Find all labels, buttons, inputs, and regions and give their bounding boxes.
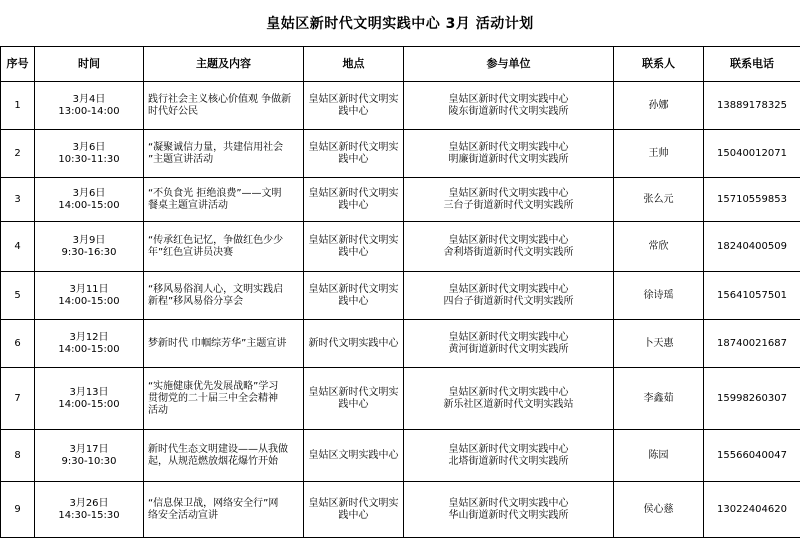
cell-location[interactable] bbox=[304, 272, 404, 320]
cell-org-line: 皇姑区新时代文明实践中心 bbox=[448, 386, 569, 398]
cell-location-line: 践中心 bbox=[338, 509, 369, 521]
cell-location[interactable] bbox=[304, 430, 404, 482]
cell-org-line: 四台子街道新时代文明实践所 bbox=[443, 295, 574, 307]
cell-phone[interactable] bbox=[704, 82, 800, 130]
cell-time[interactable] bbox=[35, 130, 144, 178]
cell-contact-line: 孙娜 bbox=[648, 99, 669, 111]
cell-time-line: 3月9日 bbox=[72, 234, 106, 246]
cell-topic-line: “凝聚诚信力量，共建信用社会 bbox=[148, 141, 284, 153]
cell-topic-line: ”主题宣讲活动 bbox=[148, 153, 214, 165]
table-row bbox=[1, 222, 800, 272]
cell-seq-line: 3 bbox=[14, 193, 21, 205]
cell-contact-line: 卜天惠 bbox=[643, 337, 674, 349]
cell-topic-line: 络安全活动宣讲 bbox=[148, 509, 218, 521]
cell-location[interactable] bbox=[304, 130, 404, 178]
cell-contact-line: 王帅 bbox=[648, 147, 669, 159]
cell-org-line: 北塔街道新时代文明实践所 bbox=[448, 455, 569, 467]
cell-org-line: 皇姑区新时代文明实践中心 bbox=[448, 187, 569, 199]
cell-org-line: 华山街道新时代文明实践所 bbox=[448, 509, 569, 521]
cell-seq-line: 5 bbox=[14, 289, 21, 301]
cell-phone-line: 15641057501 bbox=[717, 289, 787, 301]
cell-location[interactable] bbox=[304, 82, 404, 130]
cell-phone[interactable] bbox=[704, 178, 800, 222]
cell-org-line: 皇姑区新时代文明实践中心 bbox=[448, 283, 569, 295]
cell-org[interactable] bbox=[404, 482, 614, 538]
cell-topic-line: 起，从规范燃放烟花爆竹开始 bbox=[148, 455, 278, 467]
cell-seq[interactable] bbox=[1, 482, 35, 538]
header-location[interactable]: 地点 bbox=[304, 47, 404, 82]
cell-org-line: 皇姑区新时代文明实践中心 bbox=[448, 93, 569, 105]
cell-contact[interactable] bbox=[614, 222, 704, 272]
cell-org-line: 皇姑区新时代文明实践中心 bbox=[448, 141, 569, 153]
cell-topic-line: “不负食光 拒绝浪费”——文明 bbox=[148, 187, 282, 199]
cell-time-line: 3月4日 bbox=[72, 93, 106, 105]
cell-location-line: 皇姑区新时代文明实 bbox=[308, 187, 399, 199]
cell-location-line: 皇姑区新时代文明实 bbox=[308, 141, 399, 153]
cell-location[interactable] bbox=[304, 178, 404, 222]
cell-location-line: 皇姑区文明实践中心 bbox=[308, 449, 399, 461]
cell-topic-line: “信息保卫战，网络安全行”网 bbox=[148, 497, 279, 509]
cell-time-line: 3月6日 bbox=[72, 141, 106, 153]
cell-topic-line: “移风易俗润人心，文明实践启 bbox=[148, 283, 284, 295]
cell-time[interactable] bbox=[35, 222, 144, 272]
table-row bbox=[1, 368, 800, 430]
cell-contact-line: 张么元 bbox=[643, 193, 674, 205]
cell-topic-line: “实施健康优先发展战略”学习 bbox=[148, 380, 279, 392]
table-row bbox=[1, 178, 800, 222]
cell-location-line: 践中心 bbox=[338, 105, 369, 117]
cell-seq[interactable] bbox=[1, 430, 35, 482]
cell-time-line: 3月12日 bbox=[69, 331, 109, 343]
cell-contact[interactable] bbox=[614, 482, 704, 538]
cell-org-line: 黄河街道新时代文明实践所 bbox=[448, 343, 569, 355]
header-phone[interactable]: 联系电话 bbox=[704, 47, 800, 82]
cell-seq[interactable] bbox=[1, 82, 35, 130]
cell-topic-line: “传承红色记忆，争做红色少少 bbox=[148, 234, 284, 246]
cell-topic[interactable] bbox=[144, 430, 304, 482]
cell-org[interactable] bbox=[404, 430, 614, 482]
cell-time[interactable] bbox=[35, 430, 144, 482]
cell-contact-line: 徐诗瑶 bbox=[643, 289, 674, 301]
cell-location-line: 新时代文明实践中心 bbox=[308, 337, 399, 349]
cell-phone[interactable] bbox=[704, 222, 800, 272]
cell-time[interactable] bbox=[35, 368, 144, 430]
cell-org[interactable] bbox=[404, 82, 614, 130]
cell-topic[interactable] bbox=[144, 178, 304, 222]
cell-time[interactable] bbox=[35, 178, 144, 222]
cell-topic-line: 贯彻党的二十届三中全会精神 bbox=[148, 392, 278, 404]
cell-phone-line: 15998260307 bbox=[717, 392, 787, 404]
cell-time-line: 13:00-14:00 bbox=[58, 105, 120, 117]
cell-topic-line: 新时代生态文明建设——从我做 bbox=[148, 443, 288, 455]
cell-org-line: 皇姑区新时代文明实践中心 bbox=[448, 331, 569, 343]
cell-org[interactable] bbox=[404, 130, 614, 178]
cell-time-line: 9:30-10:30 bbox=[61, 455, 117, 467]
cell-location[interactable] bbox=[304, 222, 404, 272]
cell-topic-line: 餐桌主题宣讲活动 bbox=[148, 199, 228, 211]
cell-phone-line: 13889178325 bbox=[717, 99, 787, 111]
cell-time-line: 9:30-16:30 bbox=[61, 246, 117, 258]
cell-phone-line: 15710559853 bbox=[717, 193, 787, 205]
table-row bbox=[1, 272, 800, 320]
cell-org-line: 舍利塔街道新时代文明实践所 bbox=[443, 246, 574, 258]
cell-seq-line: 6 bbox=[14, 337, 21, 349]
cell-topic-line: 时代好公民 bbox=[148, 105, 198, 117]
cell-topic-line: 践行社会主义核心价值观 争做新 bbox=[148, 93, 292, 105]
cell-contact[interactable] bbox=[614, 430, 704, 482]
cell-location-line: 践中心 bbox=[338, 295, 369, 307]
cell-seq-line: 4 bbox=[14, 240, 21, 252]
cell-phone[interactable] bbox=[704, 430, 800, 482]
table-row bbox=[1, 82, 800, 130]
cell-time-line: 3月11日 bbox=[69, 283, 109, 295]
cell-contact[interactable] bbox=[614, 368, 704, 430]
cell-org-line: 皇姑区新时代文明实践中心 bbox=[448, 497, 569, 509]
cell-contact-line: 陈园 bbox=[648, 449, 669, 461]
cell-time-line: 10:30-11:30 bbox=[58, 153, 120, 165]
cell-seq[interactable] bbox=[1, 320, 35, 368]
cell-seq[interactable] bbox=[1, 368, 35, 430]
cell-topic[interactable] bbox=[144, 320, 304, 368]
cell-phone-line: 18240400509 bbox=[717, 240, 787, 252]
table-row bbox=[1, 320, 800, 368]
cell-topic[interactable] bbox=[144, 482, 304, 538]
cell-phone[interactable] bbox=[704, 130, 800, 178]
cell-time-line: 14:00-15:00 bbox=[58, 343, 120, 355]
cell-phone-line: 15566040047 bbox=[717, 449, 787, 461]
cell-time-line: 3月17日 bbox=[69, 443, 109, 455]
cell-contact-line: 李鑫茹 bbox=[643, 392, 674, 404]
cell-location-line: 皇姑区新时代文明实 bbox=[308, 234, 399, 246]
cell-location[interactable] bbox=[304, 368, 404, 430]
cell-location-line: 皇姑区新时代文明实 bbox=[308, 386, 399, 398]
cell-time-line: 3月26日 bbox=[69, 497, 109, 509]
cell-location-line: 皇姑区新时代文明实 bbox=[308, 283, 399, 295]
cell-org-line: 明廉街道新时代文明实践所 bbox=[448, 153, 569, 165]
cell-seq-line: 7 bbox=[14, 392, 21, 404]
cell-contact-line: 常欣 bbox=[648, 240, 669, 252]
cell-org-line: 陵东街道新时代文明实践所 bbox=[448, 105, 569, 117]
cell-org[interactable] bbox=[404, 320, 614, 368]
cell-location-line: 践中心 bbox=[338, 199, 369, 211]
cell-phone-line: 18740021687 bbox=[717, 337, 787, 349]
cell-org-line: 新乐社区道新时代文明实践站 bbox=[443, 398, 574, 410]
cell-seq-line: 8 bbox=[14, 449, 21, 461]
cell-seq-line: 1 bbox=[14, 99, 21, 111]
cell-seq-line: 2 bbox=[14, 147, 21, 159]
cell-topic-line: 活动 bbox=[148, 404, 168, 416]
cell-org[interactable] bbox=[404, 222, 614, 272]
cell-seq[interactable] bbox=[1, 130, 35, 178]
cell-location-line: 践中心 bbox=[338, 398, 369, 410]
cell-time[interactable] bbox=[35, 482, 144, 538]
cell-location-line: 皇姑区新时代文明实 bbox=[308, 93, 399, 105]
cell-phone[interactable] bbox=[704, 272, 800, 320]
cell-topic-line: 梦新时代 巾帼综芳华”主题宣讲 bbox=[148, 337, 287, 349]
cell-time[interactable] bbox=[35, 320, 144, 368]
activity-plan-table bbox=[0, 46, 800, 538]
cell-org[interactable] bbox=[404, 178, 614, 222]
cell-phone-line: 13022404620 bbox=[717, 503, 787, 515]
cell-time-line: 14:30-15:30 bbox=[58, 509, 120, 521]
cell-phone-line: 15040012071 bbox=[717, 147, 787, 159]
cell-topic[interactable] bbox=[144, 82, 304, 130]
cell-time[interactable] bbox=[35, 272, 144, 320]
table-row bbox=[1, 482, 800, 538]
header-contact[interactable]: 联系人 bbox=[614, 47, 704, 82]
header-row bbox=[1, 47, 800, 82]
cell-contact[interactable] bbox=[614, 82, 704, 130]
cell-time-line: 14:00-15:00 bbox=[58, 398, 120, 410]
cell-org[interactable] bbox=[404, 272, 614, 320]
cell-contact[interactable] bbox=[614, 130, 704, 178]
cell-phone[interactable] bbox=[704, 368, 800, 430]
cell-topic[interactable] bbox=[144, 272, 304, 320]
table-row bbox=[1, 430, 800, 482]
cell-time-line: 14:00-15:00 bbox=[58, 295, 120, 307]
cell-contact[interactable] bbox=[614, 178, 704, 222]
cell-location[interactable] bbox=[304, 320, 404, 368]
cell-org-line: 皇姑区新时代文明实践中心 bbox=[448, 234, 569, 246]
cell-contact-line: 侯心慈 bbox=[643, 503, 674, 515]
cell-org-line: 皇姑区新时代文明实践中心 bbox=[448, 443, 569, 455]
cell-time[interactable] bbox=[35, 82, 144, 130]
header-seq[interactable]: 序号 bbox=[1, 47, 35, 82]
page-title: 皇姑区新时代文明实践中心 3月 活动计划 bbox=[266, 16, 534, 32]
cell-seq[interactable] bbox=[1, 272, 35, 320]
cell-location-line: 践中心 bbox=[338, 246, 369, 258]
cell-location-line: 皇姑区新时代文明实 bbox=[308, 497, 399, 509]
cell-topic-line: 年”红色宣讲员决赛 bbox=[148, 246, 234, 258]
header-time[interactable]: 时间 bbox=[35, 47, 144, 82]
cell-contact[interactable] bbox=[614, 320, 704, 368]
cell-location-line: 践中心 bbox=[338, 153, 369, 165]
cell-location[interactable] bbox=[304, 482, 404, 538]
cell-seq[interactable] bbox=[1, 178, 35, 222]
table-row bbox=[1, 130, 800, 178]
cell-time-line: 14:00-15:00 bbox=[58, 199, 120, 211]
cell-org-line: 三台子街道新时代文明实践所 bbox=[443, 199, 574, 211]
header-topic[interactable]: 主题及内容 bbox=[144, 47, 304, 82]
cell-topic[interactable] bbox=[144, 130, 304, 178]
cell-phone[interactable] bbox=[704, 320, 800, 368]
cell-seq-line: 9 bbox=[14, 503, 21, 515]
cell-seq[interactable] bbox=[1, 222, 35, 272]
cell-topic[interactable] bbox=[144, 368, 304, 430]
cell-topic[interactable] bbox=[144, 222, 304, 272]
cell-org[interactable] bbox=[404, 368, 614, 430]
cell-phone[interactable] bbox=[704, 482, 800, 538]
header-org[interactable]: 参与单位 bbox=[404, 47, 614, 82]
cell-topic-line: 新程”移风易俗分享会 bbox=[148, 295, 244, 307]
cell-time-line: 3月6日 bbox=[72, 187, 106, 199]
cell-contact[interactable] bbox=[614, 272, 704, 320]
cell-time-line: 3月13日 bbox=[69, 386, 109, 398]
